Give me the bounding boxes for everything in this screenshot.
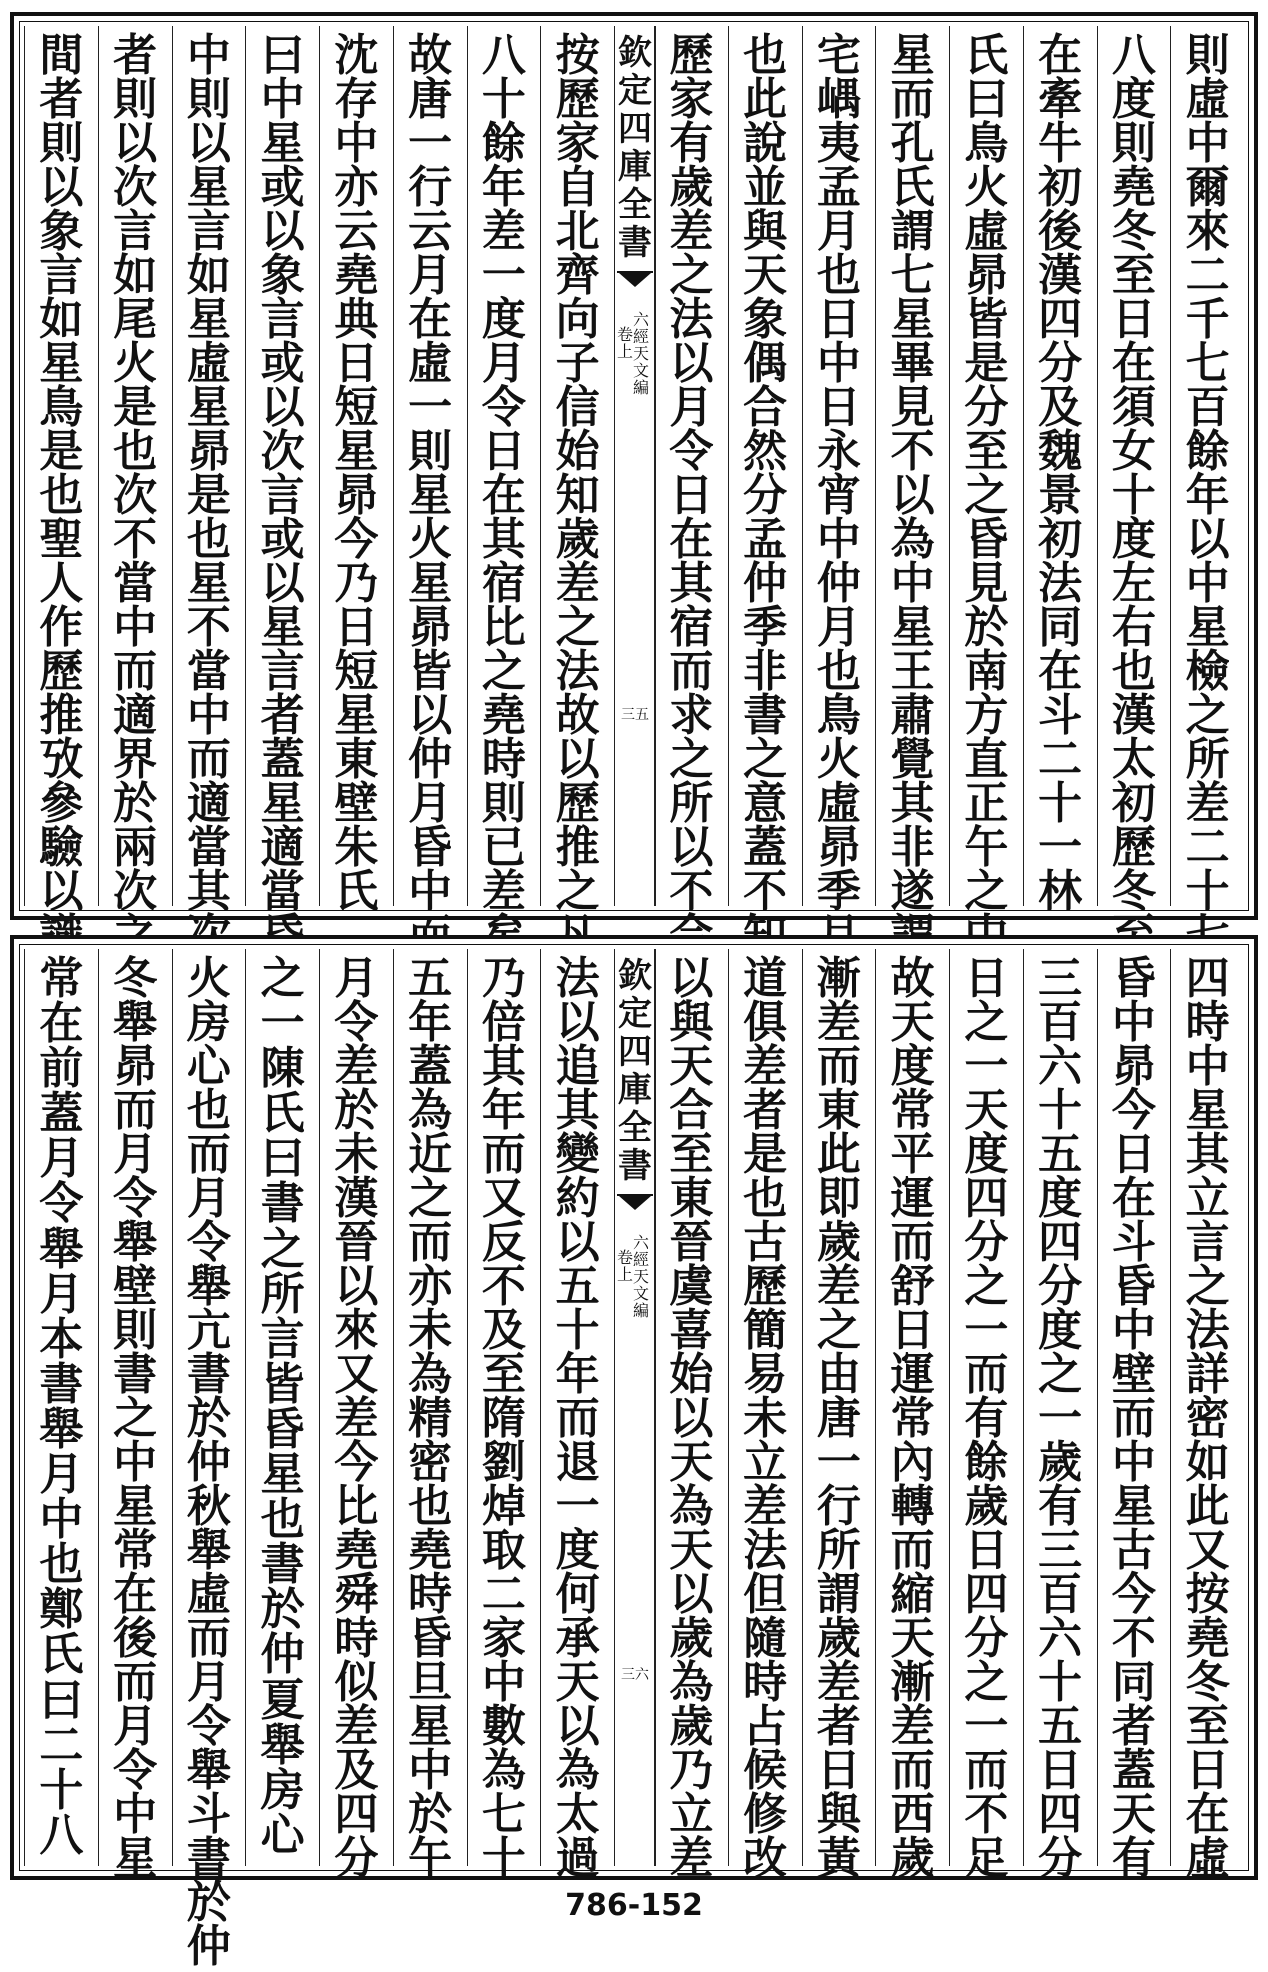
upper-column-right-5: 星 而 孔 氏 謂 七 星 畢 見 不 以 為 中 星 王 肅 覺 其 非 遂 bbox=[875, 26, 949, 906]
lower-center-margin bbox=[614, 949, 656, 1866]
upper-column-right-6: 宅 嵎 夷 孟 月 也 日 中 日 永 宵 中 仲 月 也 鳥 火 虛 昴 季 bbox=[802, 26, 876, 906]
lower-column-left-3: 五 年 蓋 為 近 之 而 亦 未 為 精 密 也 堯 時 昏 旦 星 中 於 午 bbox=[393, 949, 467, 1866]
volume-label: 卷 上 bbox=[617, 1248, 634, 1284]
lower-column-right-6: 漸 差 而 東 此 即 歲 差 之 由 唐 一 行 所 謂 歲 差 者 日 與 黃 bbox=[802, 949, 876, 1866]
upper-column-left-1: 按 歷 家 自 北 齊 向 子 信 始 知 歲 差 之 法 故 以 歷 推 之 bbox=[540, 26, 614, 906]
upper-text-columns bbox=[24, 26, 1244, 917]
upper-column-right-2: 八 度 則 堯 冬 至 日 在 須 女 十 度 左 右 也 漢 太 初 歷 冬 bbox=[1097, 26, 1171, 906]
center-title: 欽 定 四 庫 全 書 bbox=[618, 33, 652, 263]
page-number: 786-152 bbox=[565, 1888, 703, 1923]
lower-column-left-5: 之 一 陳 氏 曰 書 之 所 言 皆 昏 星 也 書 於 仲 夏 舉 房 心 bbox=[245, 949, 319, 1866]
lower-column-right-3: 三 百 六 十 五 度 四 分 度 之 一 歲 有 三 百 六 十 五 日 四 分 bbox=[1023, 949, 1097, 1866]
upper-column-right-1: 則 虛 中 爾 來 二 千 七 百 餘 年 以 中 星 檢 之 所 差 二 十 bbox=[1170, 26, 1244, 906]
upper-column-left-5: 曰 中 星 或 以 象 言 或 以 次 言 或 以 星 言 者 蓋 星 適 當 bbox=[245, 26, 319, 906]
lower-column-right-2: 昏 中 昴 今 日 在 斗 昏 中 壁 而 中 星 古 今 不 同 者 蓋 天 有 bbox=[1097, 949, 1171, 1866]
center-title: 欽 定 四 庫 全 書 bbox=[618, 956, 652, 1186]
lower-column-left-7: 冬 舉 昴 而 月 令 舉 壁 則 書 之 中 星 常 在 後 而 月 令 中 星 bbox=[98, 949, 172, 1866]
fishtail-mark bbox=[617, 1194, 653, 1220]
upper-page-panel bbox=[10, 12, 1258, 920]
lower-column-right-5: 故 天 度 常 平 運 而 舒 日 運 常 內 轉 而 縮 天 漸 差 而 西 歲 bbox=[875, 949, 949, 1866]
lower-column-right-7: 道 俱 差 者 是 也 古 歷 簡 易 未 立 差 法 但 隨 時 占 候 修 改 bbox=[728, 949, 802, 1866]
lower-column-left-4: 月 令 差 於 未 漢 晉 以 來 又 差 今 比 堯 舜 時 似 差 及 四 分 bbox=[319, 949, 393, 1866]
leaf-number: 三六 bbox=[621, 1667, 649, 1683]
upper-column-left-4: 沈 存 中 亦 云 堯 典 日 短 星 昴 今 乃 日 短 星 東 壁 朱 氏 bbox=[319, 26, 393, 906]
book-title: 六 經 天 文 編 bbox=[633, 310, 650, 397]
lower-column-left-6: 火 房 心 也 而 月 令 舉 亢 書 於 仲 秋 舉 虛 而 月 令 舉 斗 書 於 仲 bbox=[172, 949, 246, 1866]
lower-column-right-8: 以 與 天 合 至 東 晉 虞 喜 始 以 天 為 天 以 歲 為 歲 乃 立 差 bbox=[654, 949, 728, 1866]
upper-column-left-3: 故 唐 一 行 云 月 在 虛 一 則 星 火 星 昴 皆 以 仲 月 昏 中 bbox=[393, 26, 467, 906]
upper-column-right-7: 也 此 說 並 與 天 象 偶 合 然 分 孟 仲 季 非 書 之 意 蓋 不 bbox=[728, 26, 802, 906]
upper-column-right-8: 歷 家 有 歲 差 之 法 以 月 令 日 在 其 宿 而 求 之 所 以 不 bbox=[654, 26, 728, 906]
upper-column-left-8: 間 者 則 以 象 言 如 星 鳥 是 也 聖 人 作 歷 推 攷 參 驗 以 bbox=[24, 26, 98, 906]
upper-center-margin bbox=[614, 26, 656, 906]
upper-column-right-3: 在 牽 牛 初 後 漢 四 分 及 魏 景 初 法 同 在 斗 二 十 一 林 bbox=[1023, 26, 1097, 906]
upper-column-left-6: 中 則 以 星 言 如 星 虛 星 昴 是 也 星 不 當 中 而 適 當 其 bbox=[172, 26, 246, 906]
leaf-number: 三五 bbox=[621, 707, 649, 723]
lower-column-left-8: 常 在 前 蓋 月 令 舉 月 本 書 舉 月 中 也 鄭 氏 曰 二 十 八 bbox=[24, 949, 98, 1866]
lower-column-left-2: 乃 倍 其 年 而 又 反 不 及 至 隋 劉 焯 取 二 家 中 數 為 七 十 bbox=[467, 949, 541, 1866]
volume-label: 卷 上 bbox=[617, 325, 634, 361]
lower-column-right-1: 四 時 中 星 其 立 言 之 法 詳 密 如 此 又 按 堯 冬 至 日 在 虛 bbox=[1170, 949, 1244, 1866]
upper-column-left-7: 者 則 以 次 言 如 尾 火 是 也 次 不 當 中 而 適 界 於 兩 次 bbox=[98, 26, 172, 906]
lower-column-left-1: 法 以 追 其 變 約 以 五 十 年 而 退 一 度 何 承 天 以 為 太 過 bbox=[540, 949, 614, 1866]
upper-column-left-2: 八 十 餘 年 差 一 度 月 令 日 在 其 宿 比 之 堯 時 則 已 差 bbox=[467, 26, 541, 906]
upper-column-right-4: 氏 曰 鳥 火 虛 昴 皆 是 分 至 之 昏 見 於 南 方 直 正 午 之 bbox=[949, 26, 1023, 906]
lower-column-right-4: 日 之 一 天 度 四 分 之 一 而 有 餘 歲 日 四 分 之 一 而 不 足 bbox=[949, 949, 1023, 1866]
book-title: 六 經 天 文 編 bbox=[633, 1233, 650, 1320]
fishtail-mark bbox=[617, 271, 653, 297]
